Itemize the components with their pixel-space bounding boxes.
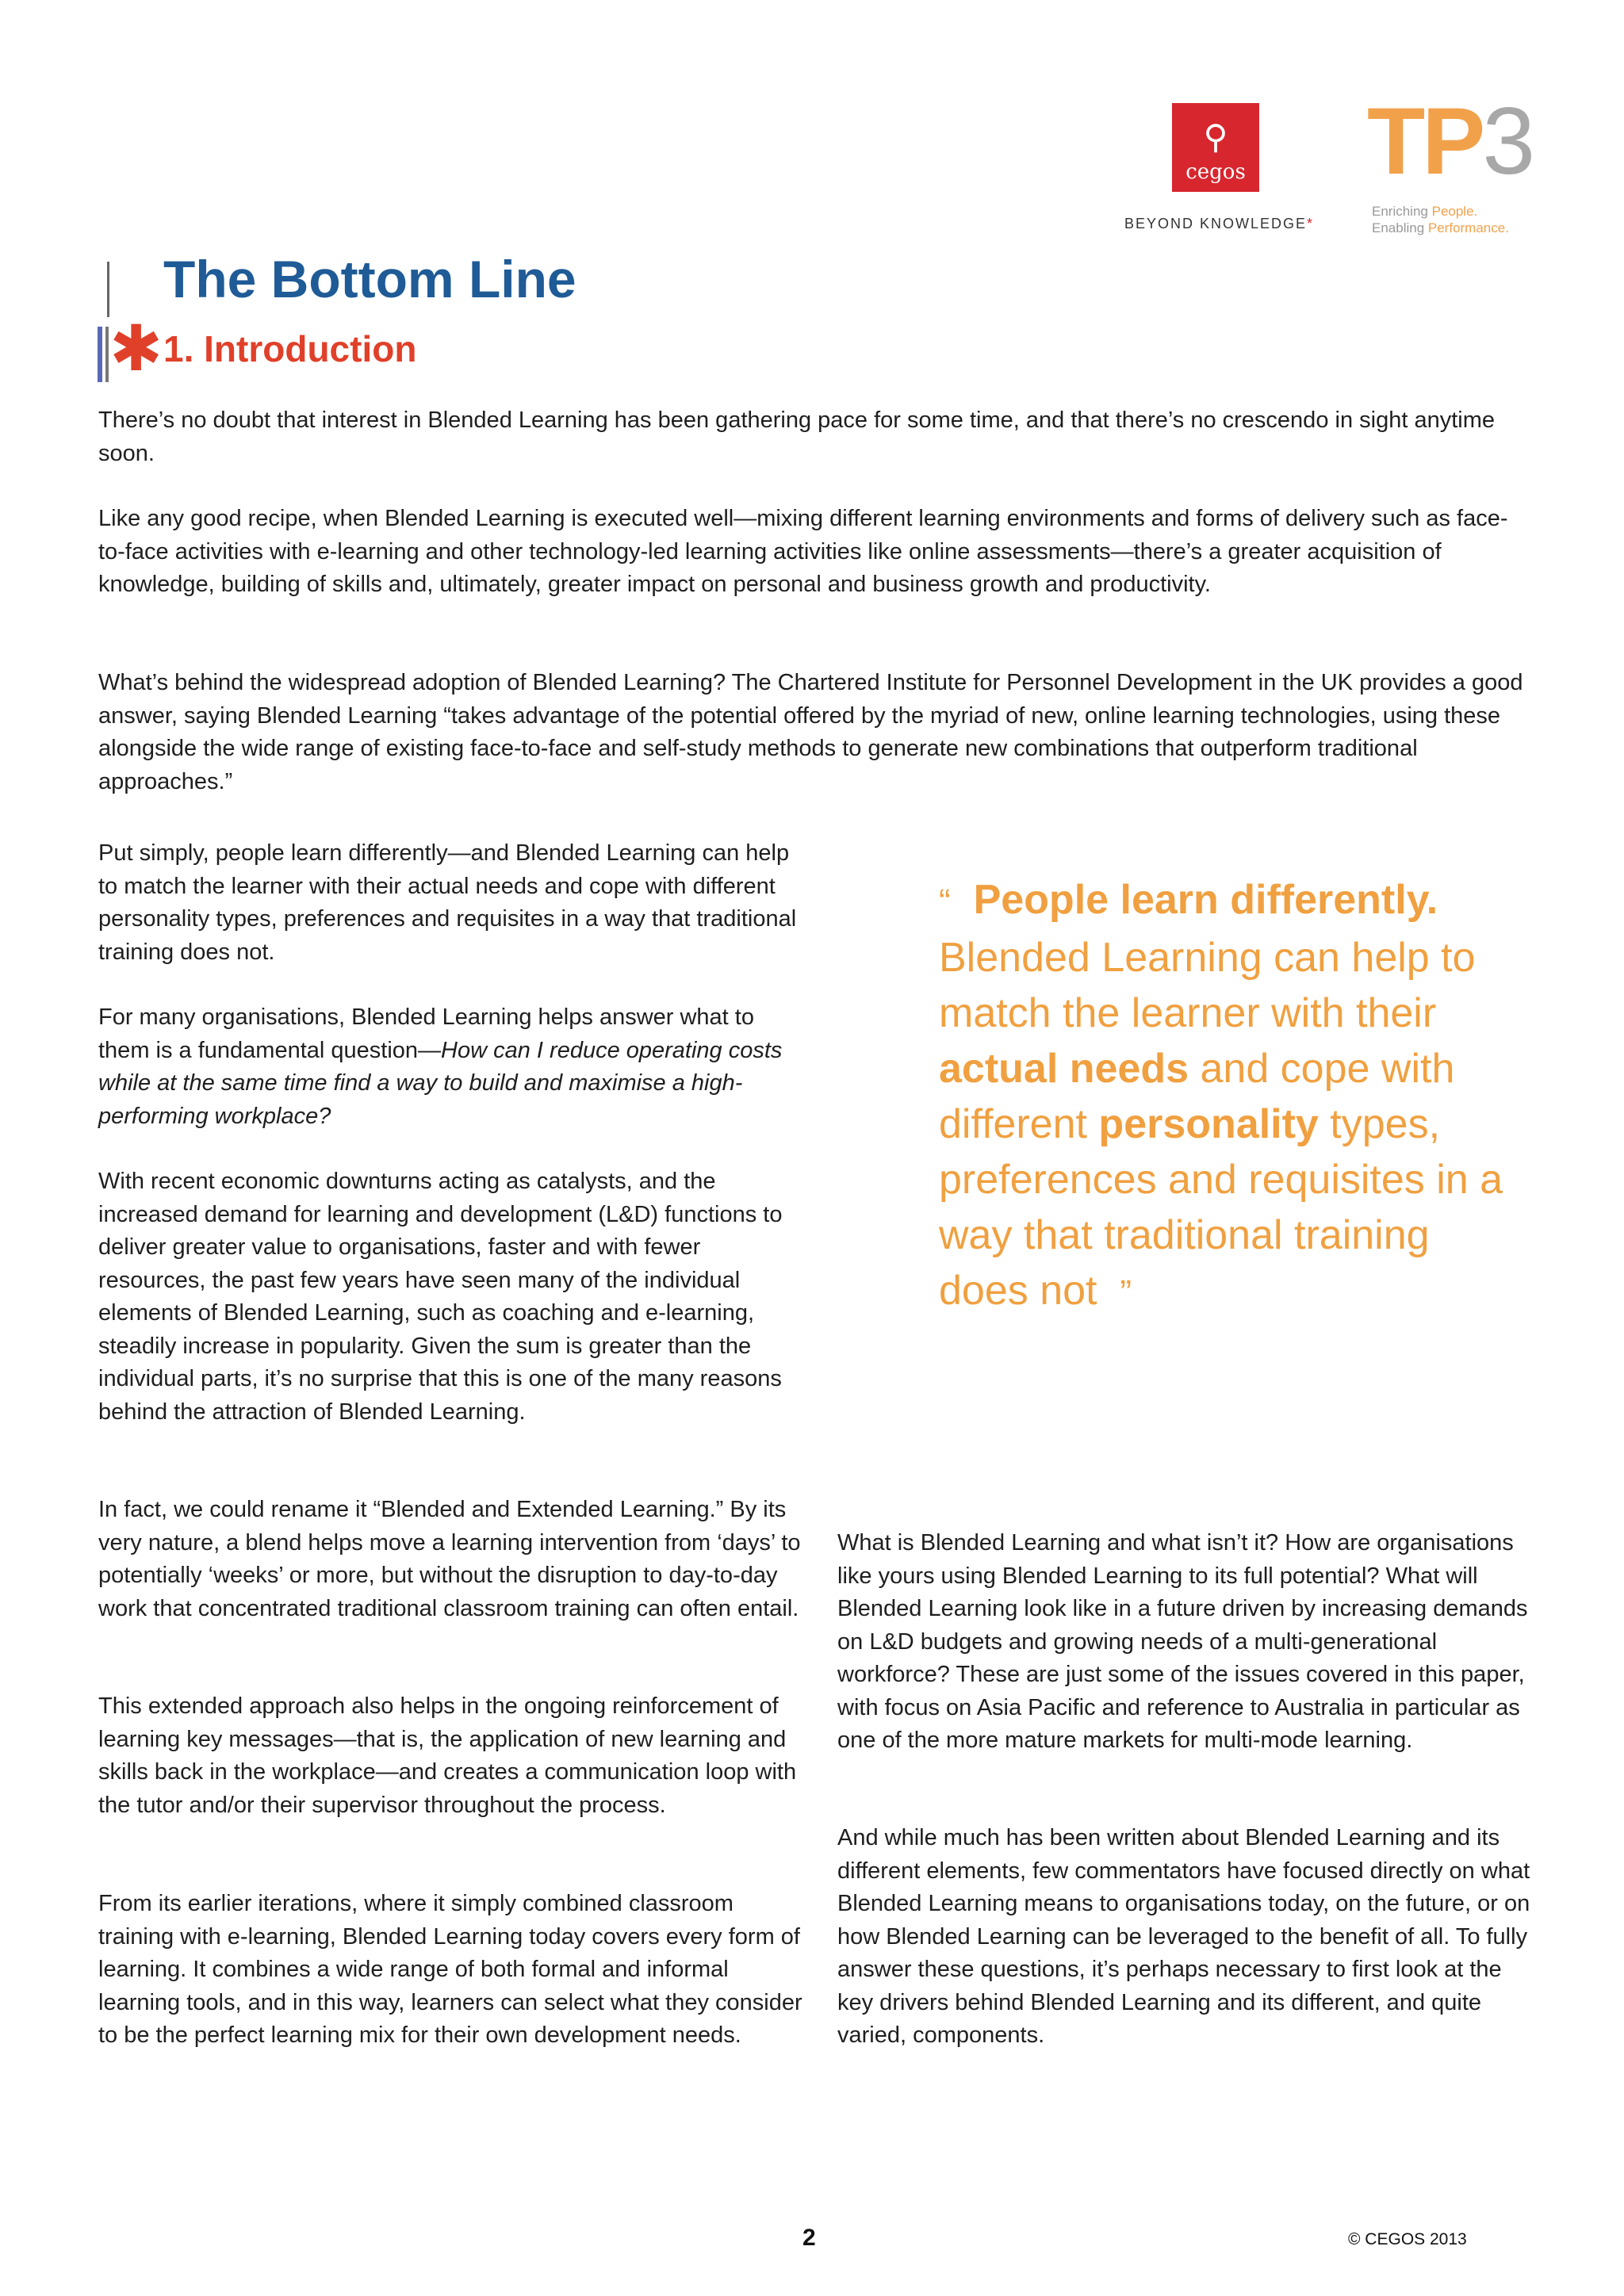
cegos-tagline-text: BEYOND KNOWLEDGE — [1124, 216, 1308, 232]
asterisk-icon: ✱ — [109, 312, 163, 385]
intro-paragraph-2: Like any good recipe, when Blended Learning is executed well—mixing different learning environments and forms of delivery such as face-to-face activities with e-learning and other technology-led learning activities like online assessments—there’s a greater acquisition of knowledge, building of skills and, ultimately, greater impact on personal and business growth and productivity. — [98, 506, 1508, 597]
left-paragraph-2 — [98, 1001, 804, 1133]
tp3-logo — [1367, 88, 1533, 194]
cegos-logo — [1172, 103, 1259, 192]
tp3-number: 3 — [1482, 88, 1533, 194]
intro-paragraph-1: There’s no doubt that interest in Blended Learning has been gathering pace for some time, and that there’s no crescendo in sight anytime soon. — [98, 408, 1495, 466]
tp3-tag-line1b: People. — [1431, 204, 1478, 219]
page-title: The Bottom Line — [163, 250, 576, 308]
section-accent-bar-blue — [98, 327, 102, 382]
quote-bold-needs: actual needs — [939, 1046, 1189, 1092]
cegos-wordmark: cegos — [1185, 160, 1246, 184]
right-paragraph-1: What is Blended Learning and what isn’t it? How are organisations like yours using Blended Learning to its full potential? What will Blended Learning look like in a future driven by increasing demands on L&D budgets and growing needs of a multi-generational workforce? These are just some of the issues covered in this paper, with focus on Asia Pacific and reference to Australia in particular as one of the more mature markets for multi-mode learning. — [837, 1530, 1528, 1753]
quote-open-mark: “ — [939, 882, 951, 921]
tp3-tag-line2a: Enabling — [1372, 220, 1428, 235]
cegos-tagline — [1124, 216, 1314, 232]
left-paragraph-2-question: How can I reduce operating costs while at the same time find a way to build and maximise a high-performing workplace? — [98, 1037, 783, 1129]
left-paragraph-6: From its earlier iterations, where it simply combined classroom training with e-learning, Blended Learning today covers every form of learning. It combines a wide range of both formal and informal learning tools, and in this way, learners can select what they consider to be the perfect learning mix for their own development needs. — [98, 1891, 802, 2048]
quote-text-a: Blended Learning can help to match the learner with their — [939, 935, 1476, 1036]
section-accent-bar-gray — [105, 327, 109, 382]
cegos-tagline-asterisk: * — [1307, 216, 1315, 232]
tp3-tagline — [1372, 203, 1509, 236]
right-paragraph-2: And while much has been written about Blended Learning and its different elements, few commentators have focused directly on what Blended Learning means to organisations today, on the future, or on how Blended Learning can be leveraged to the benefit of all. To fully answer these questions, it’s perhaps necessary to first look at the key drivers behind Blended Learning and its different, and quite varied, components. — [837, 1825, 1530, 2048]
left-paragraph-2-text: For many organisations, Blended Learning helps answer what to them is a fundamental question— — [98, 1004, 754, 1063]
left-paragraph-5: This extended approach also helps in the ongoing reinforcement of learning key messages—that is, the application of new learning and skills back in the workplace—and creates a communication loop with the tutor and/or their supervisor throughout the process. — [98, 1693, 797, 1818]
tp3-tag-line2b: Performance. — [1427, 220, 1509, 235]
left-paragraph-3: With recent economic downturns acting as catalysts, and the increased demand for learning and development (L&D) functions to deliver greater value to organisations, faster and with fewer resources, the past few years have seen many of the individual elements of Blended Learning, such as coaching and e-learning, steadily increase in popularity. Given the sum is greater than the individual parts, it’s no surprise that this is one of the many reasons behind the attraction of Blended Learning. — [98, 1169, 783, 1425]
copyright-notice: © CEGOS 2013 — [1348, 2230, 1467, 2248]
quote-text-c: and cope with different — [939, 1046, 1455, 1147]
left-paragraph-1: Put simply, people learn differently—and Blended Learning can help to match the learner with their actual needs and cope with different personality types, preferences and requisites in a way that traditional training does not. — [98, 840, 797, 965]
quote-bold-lead: People learn differently. — [973, 877, 1438, 923]
pull-quote — [939, 872, 1510, 1321]
tp3-letters: TP — [1367, 88, 1483, 194]
quote-text-e: types, preferences and requisites in a way that traditional training does not — [939, 1101, 1503, 1314]
title-accent-bar — [107, 262, 109, 317]
section-title: 1. Introduction — [163, 328, 417, 369]
page-number: 2 — [802, 2225, 816, 2251]
left-paragraph-4: In fact, we could rename it “Blended and Extended Learning.” By its very nature, a blend helps move a learning intervention from ‘days’ to potentially ‘weeks’ or more, but without the disruption to day-to-day work that concentrated traditional classroom training can often entail. — [98, 1497, 801, 1621]
intro-paragraph-3: What’s behind the widespread adoption of Blended Learning? The Chartered Institute for Personnel Development in the UK provides a good answer, saying Blended Learning “takes advantage of the potential offered by the myriad of new, online learning technologies, using these alongside the wide range of existing face-to-face and self-study methods to generate new combinations that outperform traditional approaches.” — [98, 670, 1523, 794]
quote-bold-personality: personality — [1098, 1101, 1319, 1147]
cegos-figure-icon: ⚲ — [1203, 117, 1228, 156]
tp3-tag-line1a: Enriching — [1372, 204, 1432, 219]
quote-close-mark: ” — [1120, 1273, 1132, 1312]
